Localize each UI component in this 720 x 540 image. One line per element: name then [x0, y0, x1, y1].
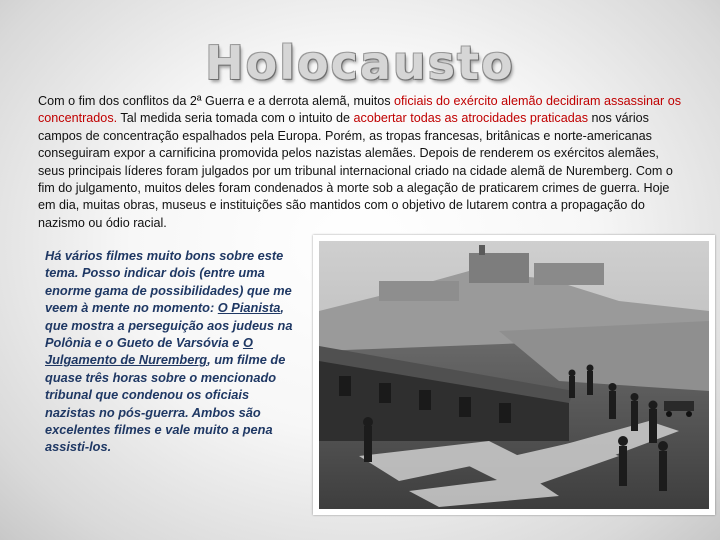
sidenote-text-3: , um filme de quase três horas sobre o mencionado tribunal que condenou os oficiais nazistas no pós-guerra. Ambos são excelentes filmes e vale muito a pena assisti-los.: [45, 352, 286, 455]
photo-image-icon: [319, 241, 709, 509]
sidenote-text-1: Há vários filmes muito bons sobre este tema. Posso indicar dois (entre uma enorme gama de possibilidades) que me veem à mente no momento:: [45, 248, 292, 316]
slide-title: Holocausto: [205, 36, 515, 90]
film-link-nuremberg[interactable]: O Julgamento de Nuremberg: [45, 335, 253, 368]
paragraph-text-2: Tal medida seria tomada com o intuito de: [117, 111, 354, 126]
highlight-text-1: oficiais do exército alemão decidiram assassinar os concentrados.: [38, 94, 682, 126]
highlight-text-2: acobertar todas as atrocidades praticadas: [353, 111, 589, 126]
film-link-pianista[interactable]: O Pianista: [217, 300, 281, 316]
sidenote-text-2: , que mostra a perseguição aos judeus na Polônia e o Gueto de Varsóvia e: [45, 300, 293, 351]
paragraph-text-3: nos vários campos de concentração espalhados pela Europa. Porém, as tropas francesas, britânicas e norte-americanas conseguiram expor a carnificina promovida pelos nazistas alemães. Depois de renderem os exércitos alemães, seus principais líderes foram julgados por um tribunal internacional criado na cidade alemã de Nuremberg. Com o fim do julgamento, muitos deles foram condenados à morte sob a alegação de praticarem crimes de guerra. Hoje em dia, muitas obras, museus e instituições são mantidos com o objetivo de lutarem contra a propagação do nazismo ou ódio racial.: [38, 111, 673, 230]
paragraph-text-1: Com o fim dos conflitos da 2ª Guerra e a derrota alemã, muitos: [38, 94, 395, 108]
historical-photo: [313, 235, 715, 515]
movie-recommendation: [45, 247, 300, 456]
main-paragraph: [38, 93, 688, 232]
